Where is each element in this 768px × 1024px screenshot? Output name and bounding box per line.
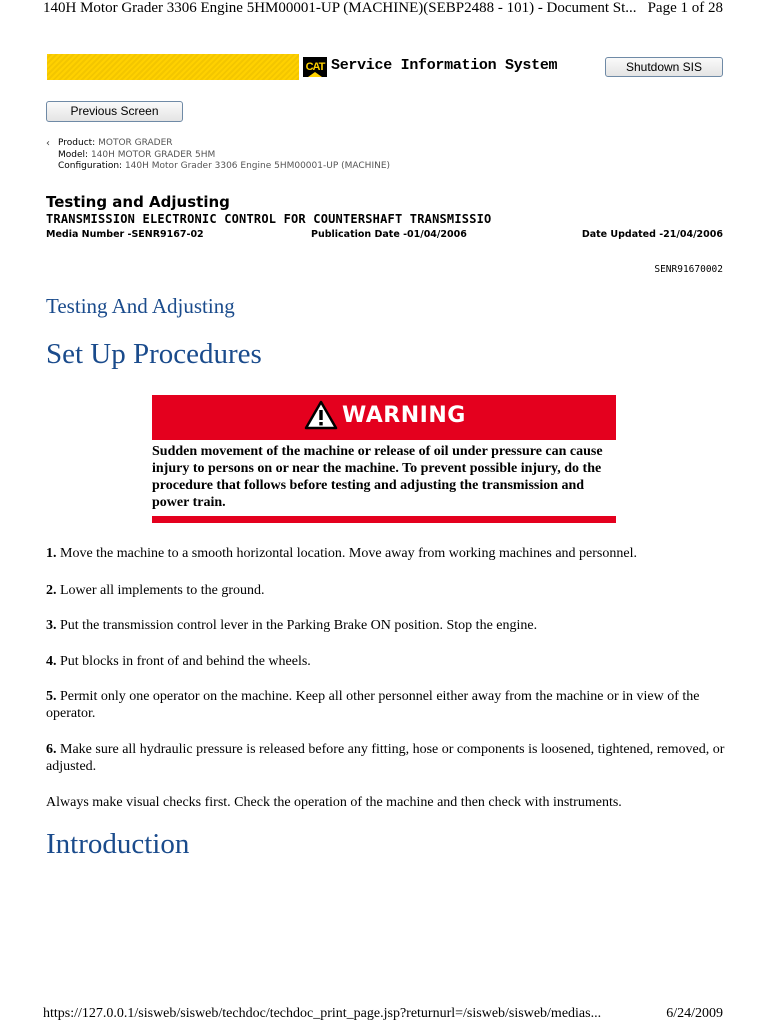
cat-logo-icon: CAT <box>303 57 327 77</box>
banner-stripe <box>47 54 299 80</box>
closing-note: Always make visual checks first. Check the operation of the machine and then check with instruments. <box>46 795 622 810</box>
previous-screen-button[interactable]: Previous Screen <box>46 101 183 122</box>
footer-url: https://127.0.0.1/sisweb/sisweb/techdoc/techdoc_print_page.jsp?returnurl=/sisweb/sisweb/medias... <box>43 1006 602 1021</box>
introduction-heading: Introduction <box>46 828 190 860</box>
sis-title: Service Information System <box>331 57 558 74</box>
step-6 <box>46 741 726 775</box>
chevron-left-icon[interactable]: ‹ <box>46 138 50 149</box>
model-label: Model: <box>58 149 89 160</box>
date-updated: Date Updated -21/04/2006 <box>581 229 723 240</box>
step-5 <box>46 688 726 722</box>
footer-date: 6/24/2009 <box>666 1006 723 1021</box>
warning-bottom-bar <box>152 516 616 523</box>
publication-date: Publication Date -01/04/2006 <box>311 229 467 240</box>
product-row <box>58 138 390 150</box>
warning-text: Sudden movement of the machine or release of oil under pressure can cause injury to persons on or near the machine. To prevent possible injury, do the procedure that follows before testing and adjusting the transmission and power train. <box>152 444 603 510</box>
configuration-value: 140H Motor Grader 3306 Engine 5HM00001-UP (MACHINE) <box>124 161 391 171</box>
media-number: Media Number -SENR9167-02 <box>46 229 204 240</box>
step-text: Lower all implements to the ground. <box>60 583 265 598</box>
step-1 <box>46 545 726 562</box>
product-label: Product: <box>58 138 96 148</box>
shutdown-sis-button[interactable]: Shutdown SIS <box>605 57 723 77</box>
step-3 <box>46 617 726 634</box>
page-heading: Set Up Procedures <box>46 338 262 370</box>
print-header-title: 140H Motor Grader 3306 Engine 5HM00001-UP (MACHINE)(SEBP2488 - 101) - Document St... <box>43 0 637 16</box>
configuration-row <box>58 161 390 173</box>
warning-box <box>152 395 616 523</box>
step-text: Put blocks in front of and behind the wheels. <box>60 654 311 669</box>
step-text: Move the machine to a smooth horizontal location. Move away from working machines and personnel. <box>60 546 637 561</box>
step-text: Put the transmission control lever in the Parking Brake ON position. Stop the engine. <box>60 618 538 633</box>
page-count: Page 1 of 28 <box>647 0 723 16</box>
document-id: SENR91670002 <box>654 264 723 275</box>
print-footer <box>43 1006 725 1022</box>
model-value: 140H MOTOR GRADER 5HM <box>90 149 216 160</box>
document-type: Testing and Adjusting <box>46 193 230 211</box>
step-number: 1. <box>46 546 57 561</box>
configuration-label: Configuration: <box>58 161 123 171</box>
document-title: TRANSMISSION ELECTRONIC CONTROL FOR COUNTERSHAFT TRANSMISSIO <box>46 212 492 226</box>
product-value: MOTOR GRADER <box>98 138 173 148</box>
step-number: 3. <box>46 618 57 633</box>
model-row <box>58 150 390 162</box>
step-number: 2. <box>46 583 57 598</box>
step-4 <box>46 653 726 670</box>
warning-triangle-icon <box>304 400 338 430</box>
product-breadcrumb <box>46 138 390 173</box>
step-number: 5. <box>46 689 57 704</box>
warning-word: WARNING <box>342 403 466 428</box>
step-text: Permit only one operator on the machine. Keep all other personnel either away from the machine or in view of the operator. <box>46 689 700 721</box>
step-number: 6. <box>46 742 57 757</box>
step-text: Make sure all hydraulic pressure is released before any fitting, hose or components is loosened, tightened, removed, or adjusted. <box>46 742 725 774</box>
print-header <box>43 0 733 17</box>
step-number: 4. <box>46 654 57 669</box>
section-heading: Testing And Adjusting <box>46 294 235 318</box>
step-2 <box>46 582 726 599</box>
